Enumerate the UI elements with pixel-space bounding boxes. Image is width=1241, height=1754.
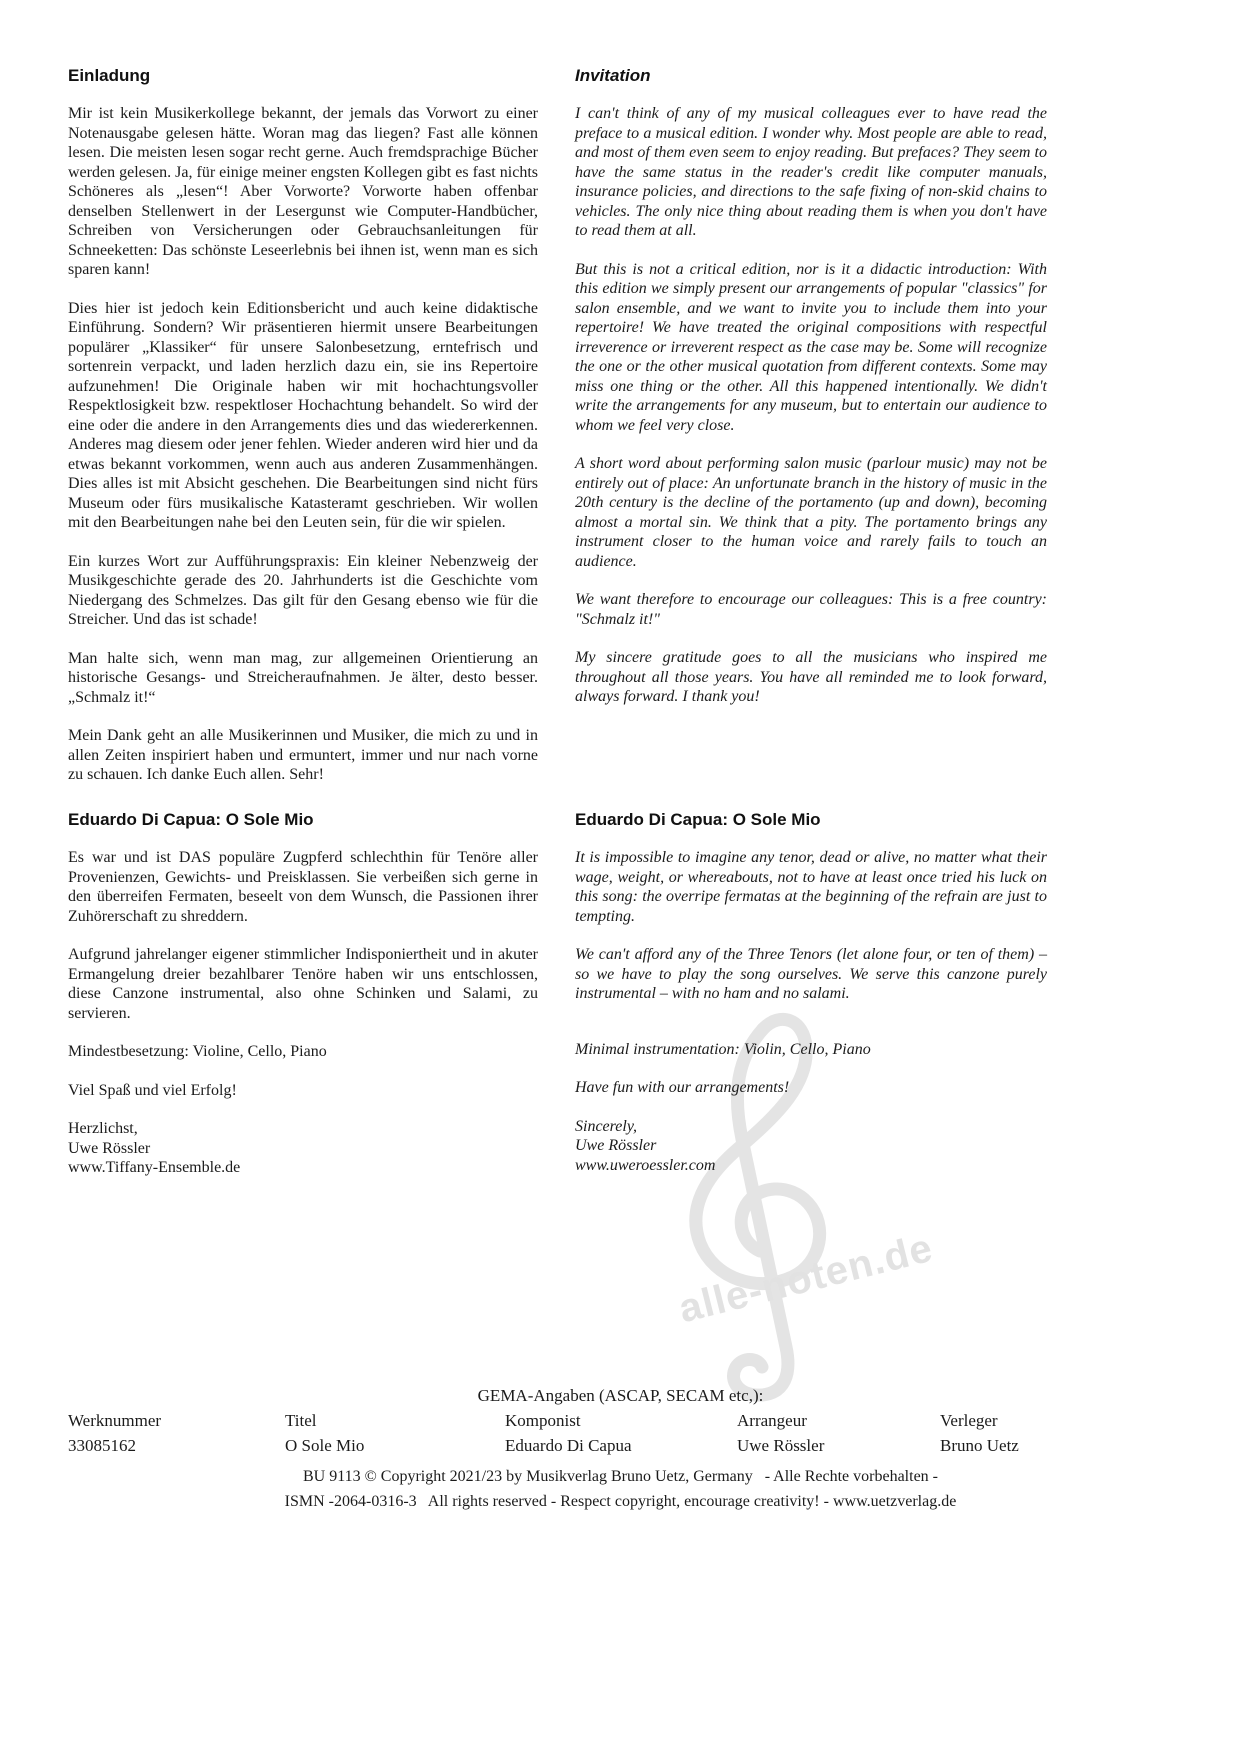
paragraph: Man halte sich, wenn man mag, zur allgemeinen Orientierung an historische Gesangs- und Streicheraufnahmen. Je älter, desto besser. „Schmalz it!“ — [68, 649, 538, 706]
wish-line: Viel Spaß und viel Erfolg! — [68, 1081, 237, 1099]
gema-col-werknummer — [68, 1408, 161, 1458]
paragraph: We want therefore to encourage our colleagues: This is a free country: "Schmalz it!" — [575, 591, 1047, 628]
gema-col-verleger — [940, 1408, 1019, 1458]
watermark-text: alle-noten.de — [674, 1225, 938, 1332]
signature-name: Uwe Rössler — [68, 1139, 151, 1157]
gema-header-titel: Titel — [285, 1411, 317, 1430]
paragraph: But this is not a critical edition, nor is it a didactic introduction: With this edition we simply present our arrangements of popular "classics" for salon ensemble, and we want to invite you to include them into your repertoire! We have treated the original compositions with respectful irreverence or irreverent respect as the case may be. Some will recognize the one or the other musical quotation from different contexts. Some may miss one thing or the other. All this happened intentionally. We didn't write the arrangements for any museum, but to entertain our audience to whom we feel very close. — [575, 260, 1047, 434]
section-o-sole-mio-en — [575, 810, 1047, 1175]
gema-header-komponist: Komponist — [505, 1411, 581, 1430]
gema-value-verleger: Bruno Uetz — [940, 1436, 1019, 1455]
paragraph: It is impossible to imagine any tenor, dead or alive, no matter what their wage, weight, or whereabouts, not to have at least once tried his luck on this song: the overripe fermatas at the beginning of the refrain are just to tempting. — [575, 849, 1047, 925]
section-invitation — [575, 66, 1047, 726]
paragraph: Ein kurzes Wort zur Aufführungspraxis: Ein kleiner Nebenzweig der Musikgeschichte gerade des 20. Jahrhunderts ist die Geschichte vom Niedergang des Schmelzes. Das gilt für den Gesang ebenso wie für die Streicher. Und das ist schade! — [68, 552, 538, 628]
signature-url: www.Tiffany-Ensemble.de — [68, 1159, 241, 1176]
gema-value-titel: O Sole Mio — [285, 1436, 365, 1455]
gema-col-titel — [285, 1408, 364, 1458]
gema-header-verleger: Verleger — [940, 1411, 998, 1430]
signature-line: Herzlichst, — [68, 1120, 138, 1137]
paragraph: My sincere gratitude goes to all the musicians who inspired me throughout all those years. You have all reminded me to look forward, always forward. I thank you! — [575, 649, 1047, 705]
heading-o-sole-mio-en: Eduardo Di Capua: O Sole Mio — [575, 810, 821, 829]
gema-col-komponist — [505, 1408, 632, 1458]
gema-value-arrangeur: Uwe Rössler — [737, 1436, 825, 1455]
gema-header-werknummer: Werknummer — [68, 1411, 162, 1430]
gema-col-arrangeur — [737, 1408, 824, 1458]
paragraph: Mir ist kein Musikerkollege bekannt, der jemals das Vorwort zu einer Notenausgabe gelesen hätte. Woran mag das liegen? Fast alle können lesen. Die meisten lesen sogar recht gerne. Auch fremdsprachige Bücher werden gelesen. Ja, für einige meiner engsten Kollegen gibt es fast nichts Schöneres als „lesen“! Aber Vorworte? Vorworte haben offenbar denselben Stellenwert in der Lesergunst wie Computer-Handbücher, Schreiben von Versicherungen oder Gebrauchsanleitungen für Schneeketten: Das schönste Leseerlebnis bei ihnen ist, wenn man es sich sparen kann! — [68, 105, 538, 278]
heading-o-sole-mio-de: Eduardo Di Capua: O Sole Mio — [68, 810, 314, 829]
paragraph: We can't afford any of the Three Tenors (let alone four, or ten of them) – so we have to play the song ourselves. We serve this canzone purely instrumental – with no ham and no salami. — [575, 946, 1047, 1002]
paragraph: A short word about performing salon music (parlour music) may not be entirely out of place: An unfortunate branch in the history of music in the 20th century is the decline of the portamento (up and down), becoming almost a mortal sin. We think that a pity. The portamento brings any instrument closer to the human voice and rarely fails to touch an audience. — [575, 455, 1047, 570]
paragraph: Dies hier ist jedoch kein Editionsbericht und auch keine didaktische Einführung. Sondern? Wir präsentieren hiermit unsere Bearbeitungen populärer „Klassiker“ für unsere Salonbesetzung, erntefrisch und sortenrein verpackt, und laden herzlich dazu ein, sie ins Repertoire aufzunehmen! Die Originale haben wir mit hochachtungsvoller Respektlosigkeit bzw. respektloser Hochachtung behandelt. So wird der eine oder die andere in den Arrangements dies und das wiedererkennen. Anderes mag diesem oder jener fehlen. Wieder anderen wird hier und da etwas bekannt vorkommen, wenn auch aus anderen Zusammenhängen. Dies alles ist mit Absicht geschehen. Die Bearbeitungen sind nicht fürs Museum oder fürs musikalische Katasteramt geschrieben. Wir wollen mit den Bearbeitungen nahe bei den Leuten sein, für die wir spielen. — [68, 299, 538, 531]
signature-url: www.uweroessler.com — [575, 1156, 716, 1174]
gema-header-arrangeur: Arrangeur — [737, 1411, 807, 1430]
paragraph: Es war und ist DAS populäre Zugpferd schlechthin für Tenöre aller Provenienzen, Gewichts- und Preisklassen. Sie verbeißen sich gerne in den überreifen Fermaten, beseelt von dem Wunsch, die Passionen ihrer Zuhörerschaft zu shreddern. — [68, 849, 538, 925]
signature-name: Uwe Rössler — [575, 1137, 657, 1154]
instrumentation-line: Minimal instrumentation: Violin, Cello, Piano — [575, 1040, 871, 1058]
heading-einladung: Einladung — [68, 66, 151, 85]
paragraph: Aufgrund jahrelanger eigener stimmlicher Indisponiertheit und in akuter Ermangelung dreier bezahlbarer Tenöre haben wir uns entschlossen, diese Canzone instrumental, also ohne Schinken und Salami, zu servieren. — [68, 946, 538, 1022]
gema-value-komponist: Eduardo Di Capua — [505, 1436, 632, 1455]
signature-line: Sincerely, — [575, 1117, 638, 1135]
paragraph: Mein Dank geht an alle Musikerinnen und Musiker, die mich zu und in allen Zeiten inspiriert haben und ermuntert, immer und nur nach vorne zu schauen. Ich danke Euch allen. Sehr! — [68, 727, 538, 783]
heading-invitation: Invitation — [575, 66, 651, 85]
section-o-sole-mio-de — [68, 810, 538, 1178]
gema-heading: GEMA-Angaben (ASCAP, SECAM etc,): — [477, 1386, 764, 1405]
paragraph: I can't think of any of my musical colleagues ever to have read the preface to a musical edition. I wonder why. Most people are able to read, and most of them even seem to enjoy reading. But prefaces? They seem to have the same status in the reader's credit like computer manuals, insurance policies, and directions to the safe fixing of non-skid chains to vehicles. The only nice thing about reading them is when you don't have to read them at all. — [575, 105, 1047, 239]
instrumentation-line: Mindestbesetzung: Violine, Cello, Piano — [68, 1043, 327, 1060]
gema-value-werknummer: 33085162 — [68, 1436, 136, 1455]
copyright-line-1: BU 9113 © Copyright 2021/23 by Musikverlag Bruno Uetz, Germany - Alle Rechte vorbehalten - — [303, 1468, 938, 1485]
copyright-line-2: ISMN -2064-0316-3 All rights reserved - Respect copyright, encourage creativity! - www.uetzverlag.de — [284, 1493, 957, 1510]
section-einladung — [68, 66, 538, 804]
wish-line: Have fun with our arrangements! — [575, 1079, 790, 1096]
